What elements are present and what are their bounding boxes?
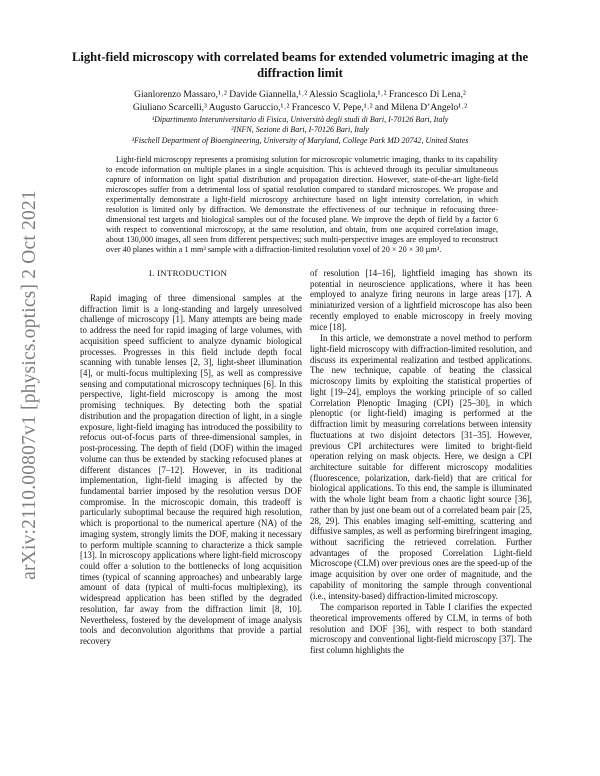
- section-heading: I. INTRODUCTION: [148, 268, 228, 278]
- left-column: [80, 293, 302, 647]
- paragraph: of resolution [14–16], lightfield imaging has shown its potential in neuroscience applications, where it has been employed to analyze firing neurons in large areas [17]. A miniaturized version of a lightfield microscope has also been recently employed to enable microscopy in freely moving mice [18].: [310, 268, 532, 332]
- affiliation: ¹Dipartimento Interuniversitario di Fisica, Università degli studi di Bari, I-70126 Bari, Italy: [151, 115, 449, 124]
- author-list: [60, 89, 540, 114]
- paragraph: In this article, we demonstrate a novel method to perform light-field microscopy with diffraction-limited resolution, and discuss its experimental realization and testbed applications. The new technique, capable of beating the classical microscopy limits by exploiting the statistical properties of light [19–24], employs the working principle of so called Correlation Plenoptic Imaging (CPI) [25–30], in which plenoptic (or light-field) imaging is performed at the diffraction limit by measuring correlations between intensity fluctuations at two disjoint detectors [31–35]. However, previous CPI architectures were limited to bright-field operation relying on mask objects. Here, we design a CPI architecture suitable for different microscopy modalities (fluorescence, polarization, dark-field) that are critical for biological applications. To this end, the sample is illuminated with the whole light beam from a chaotic light source [36], rather than by just one beam out of a correlated beam pair [25, 28, 29]. This enables imaging self-emitting, scattering and diffusive samples, as well as performing birefringent imaging, without sacrificing the retrieved correlation. Further advantages of the proposed Correlation Light-field Microscope (CLM) over previous ones are the speed-up of the image acquisition by over one order of magnitude, and the capability of monitoring the sample through conventional (i.e., intensity-based) diffraction-limited microscopy.: [310, 333, 532, 601]
- affiliation: ²INFN, Sezione di Bari, I-70126 Bari, Italy: [231, 125, 369, 135]
- paragraph: Rapid imaging of three dimensional samples at the diffraction limit is a long-standing and largely unresolved challenge of microscopy [1]. Many attempts are being made to address the need for rapid imaging of large volumes, with acquisition speed sufficient to analyze dynamic biological processes. Progresses in this field include depth focal scanning with tunable lenses [2, 3], light-sheet illumination [4], or multi-focus multiplexing [5], as well as compressive sensing and computational microscopy techniques [6]. In this perspective, light-field microscopy is among the most promising techniques. By detecting both the spatial distribution and the propagation direction of light, in a single exposure, light-field imaging has introduced the possibility to refocus out-of-focus parts of three-dimensional samples, in post-processing. The depth of field (DOF) within the imaged volume can thus be extended by stacking refocused planes at different distances [7–12]. However, in its traditional implementation, light-field imaging is affected by the fundamental barrier imposed by the resolution versus DOF compromise. In the microscopic domain, this tradeoff is particularly suboptimal because the required high resolution, which is proportional to the numerical aperture (NA) of the imaging system, strongly limits the DOF, making it necessary to perform multiple scanning to characterize a thick sample [13]. In microscopy applications where light-field microscopy could offer a solution to the bottlenecks of long acquisition times (typical of scanning approaches) and unbearably large amount of data (typical of multi-focus multiplexing), its widespread application has been stifled by the degraded resolution, far away from the diffraction limit [8, 10]. Nevertheless, fostered by the development of image analysis tools and deconvolution algorithms that provide a partial recovery: [80, 293, 302, 646]
- right-column: [310, 268, 532, 656]
- arxiv-stamp: [18, 150, 42, 620]
- paragraph: The comparison reported in Table I clarifies the expected theoretical improvements offered by CLM, in terms of both resolution and DOF [36], with respect to both standard microscopy and conventional light-field microscopy [37]. The first column highlights the: [310, 602, 532, 656]
- abstract: Light-field microscopy represents a promising solution for microscopic volumetric imaging, thanks to its capability to encode information on multiple planes in a single acquisition. This is achieved through its peculiar simultaneous capture of information on light spatial distribution and propagation direction. However, state-of-the-art light-field microscopes suffer from a detrimental loss of spatial resolution compared to standard microscopes. We propose and experimentally demonstrate a light-field microscopy architecture based on light intensity correlation, in which resolution is limited only by diffraction. We demonstrate the effectiveness of our technique in refocusing three-dimensional test targets and biological samples out of the focused plane. We improve the depth of field by a factor 6 with respect to conventional microscopy, at the same resolution, and obtain, from one acquired correlation image, about 130,000 images, all seen from different perspectives; such multi-perspective images are employed to reconstruct over 40 planes within a 1 mm³ sample with a diffraction-limited resolution voxel of 20 × 20 × 30 µm³.: [106, 155, 498, 254]
- affiliations: [60, 115, 540, 146]
- arxiv-id: arXiv:2110.00807v1 [physics.optics] 2 Oct 2021: [19, 190, 40, 580]
- authors-line: Giuliano Scarcelli,³ Augusto Garuccio,¹˒² Francesco V. Pepe,¹˒² and Milena D’Angelo¹˒²: [132, 102, 468, 113]
- authors-line: Gianlorenzo Massaro,¹˒² Davide Giannella,¹˒² Alessio Scagliola,¹˒² Francesco Di Lena,²: [134, 90, 466, 100]
- affiliation: ³Fischell Department of Bioengineering, University of Maryland, College Park MD 20742, United States: [131, 135, 469, 145]
- paper-title: Light-field microscopy with correlated beams for extended volumetric imaging at the diffraction limit: [71, 50, 529, 80]
